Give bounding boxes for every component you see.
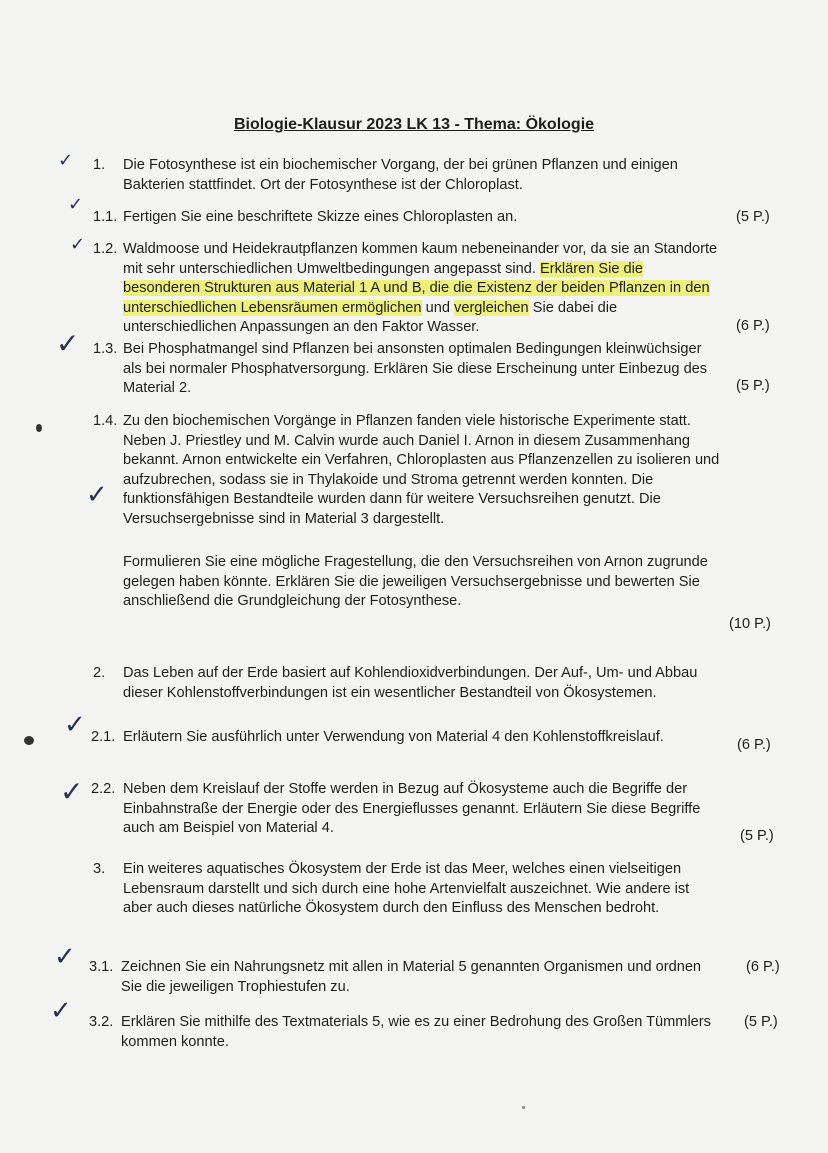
scan-speck-icon xyxy=(36,424,42,432)
task-text: Ein weiteres aquatisches Ökosystem der Erde ist das Meer, welches einen vielseitigen Lebensraum darstellt und sich durch eine hohe Artenvielfalt auszeichnet. Wie andere ist aber auch dieses natürliche Ökosystem durch den Einfluss des Menschen bedroht. xyxy=(123,861,690,916)
task-text: Bei Phosphatmangel sind Pflanzen bei ansonsten optimalen Bedingungen kleinwüchsiger als bei normaler Phosphatversorgung. Erklären Sie diese Erscheinung unter Einbezug des Material 2. xyxy=(123,341,708,396)
task-text xyxy=(123,240,721,338)
task-number: 2.1. xyxy=(91,729,116,745)
task-points: (6 P.) xyxy=(746,959,780,975)
task-text: Formulieren Sie eine mögliche Fragestellung, die den Versuchsreihen von Arnon zugrunde gelegen haben könnte. Erklären Sie die jeweiligen Versuchsergebnisse und bewerten Sie anschließend die Grundgleichung der Fotosynthese. xyxy=(123,554,708,609)
check-mark-icon: ✓ xyxy=(50,996,72,1026)
task-number: 1.4. xyxy=(93,413,118,429)
task-number: 1. xyxy=(93,157,106,173)
check-mark-icon: ✓ xyxy=(86,480,108,510)
check-mark-icon: ✓ xyxy=(60,775,84,808)
task-number: 3.1. xyxy=(89,959,114,975)
check-mark-icon: ✓ xyxy=(64,710,86,740)
task-points: (6 P.) xyxy=(736,318,770,334)
task-text: Fertigen Sie eine beschriftete Skizze eines Chloroplasten an. xyxy=(123,209,518,225)
task-number: 2.2. xyxy=(91,781,116,797)
task-number: 3. xyxy=(93,861,106,877)
task-points: (5 P.) xyxy=(736,378,770,394)
task-points: (5 P.) xyxy=(740,828,774,844)
highlighted-text: vergleichen xyxy=(454,299,529,316)
task-text: Erklären Sie mithilfe des Textmaterials 5, wie es zu einer Bedrohung des Großen Tümmlers kommen konnte. xyxy=(121,1014,711,1050)
scan-speck-icon xyxy=(522,1106,525,1109)
task-text-part: Waldmoose und Heidekrautpflanzen kommen kaum nebeneinander vor, da sie an Standorte mit sehr unterschiedlichen Umweltbedingungen angepasst sind. xyxy=(123,241,718,277)
task-text-part: und xyxy=(425,299,450,316)
highlighted-text: Erklären Sie die besonderen Strukturen aus Material 1 A und B, die die Existenz der beiden Pflanzen in den unterschiedlichen Lebensräumen ermöglichen xyxy=(123,260,710,316)
task-text: Die Fotosynthese ist ein biochemischer Vorgang, der bei grünen Pflanzen und einigen Bakterien stattfindet. Ort der Fotosynthese ist der Chloroplast. xyxy=(123,157,678,193)
task-points: (6 P.) xyxy=(737,737,771,753)
task-points: (5 P.) xyxy=(736,209,770,225)
task-text: Neben dem Kreislauf der Stoffe werden in Bezug auf Ökosysteme auch die Begriffe der Einbahnstraße der Energie oder des Energieflusses genannt. Erläutern Sie diese Begriffe auch am Beispiel von Material 4. xyxy=(123,781,701,836)
task-number: 2. xyxy=(93,665,106,681)
check-mark-icon: ✓ xyxy=(54,942,76,972)
task-text: Zu den biochemischen Vorgänge in Pflanzen fanden viele historische Experimente statt. Neben J. Priestley und M. Calvin wurde auch Daniel I. Arnon in diesem Zusammenhang bekannt. Arnon entwickelte ein Verfahren, Chloroplasten aus Pflanzenzellen zu isolieren und aufzubrechen, sodass sie in Thylakoide und Stroma getrennt werden konnten. Die funktionsfähigen Bestandteile wurden dann für weitere Versuchsreihen genutzt. Die Versuchsergebnisse sind in Material 3 dargestellt. xyxy=(123,413,720,527)
task-number: 1.1. xyxy=(93,209,118,225)
check-mark-icon: ✓ xyxy=(56,327,80,360)
task-text: Das Leben auf der Erde basiert auf Kohlendioxidverbindungen. Der Auf-, Um- und Abbau dieser Kohlenstoffverbindungen ist ein wesentlicher Bestandteil von Ökosystemen. xyxy=(123,665,698,701)
task-number: 3.2. xyxy=(89,1014,114,1030)
task-number: 1.2. xyxy=(93,241,118,257)
check-mark-icon: ✓ xyxy=(70,234,86,255)
check-mark-icon: ✓ xyxy=(68,194,84,215)
task-text-part: Sie dabei die unterschiedlichen Anpassungen an den Faktor Wasser. xyxy=(123,299,618,335)
check-mark-icon: ✓ xyxy=(58,150,74,171)
task-number: 1.3. xyxy=(93,341,118,357)
scan-speck-icon xyxy=(24,736,34,745)
task-text: Zeichnen Sie ein Nahrungsnetz mit allen in Material 5 genannten Organismen und ordnen Sie die jeweiligen Trophiestufen zu. xyxy=(121,959,702,995)
exam-title: Biologie-Klausur 2023 LK 13 - Thema: Ökologie xyxy=(233,116,595,133)
task-text: Erläutern Sie ausführlich unter Verwendung von Material 4 den Kohlenstoffkreislauf. xyxy=(123,729,664,745)
task-points: (10 P.) xyxy=(729,616,771,632)
task-points: (5 P.) xyxy=(744,1014,778,1030)
